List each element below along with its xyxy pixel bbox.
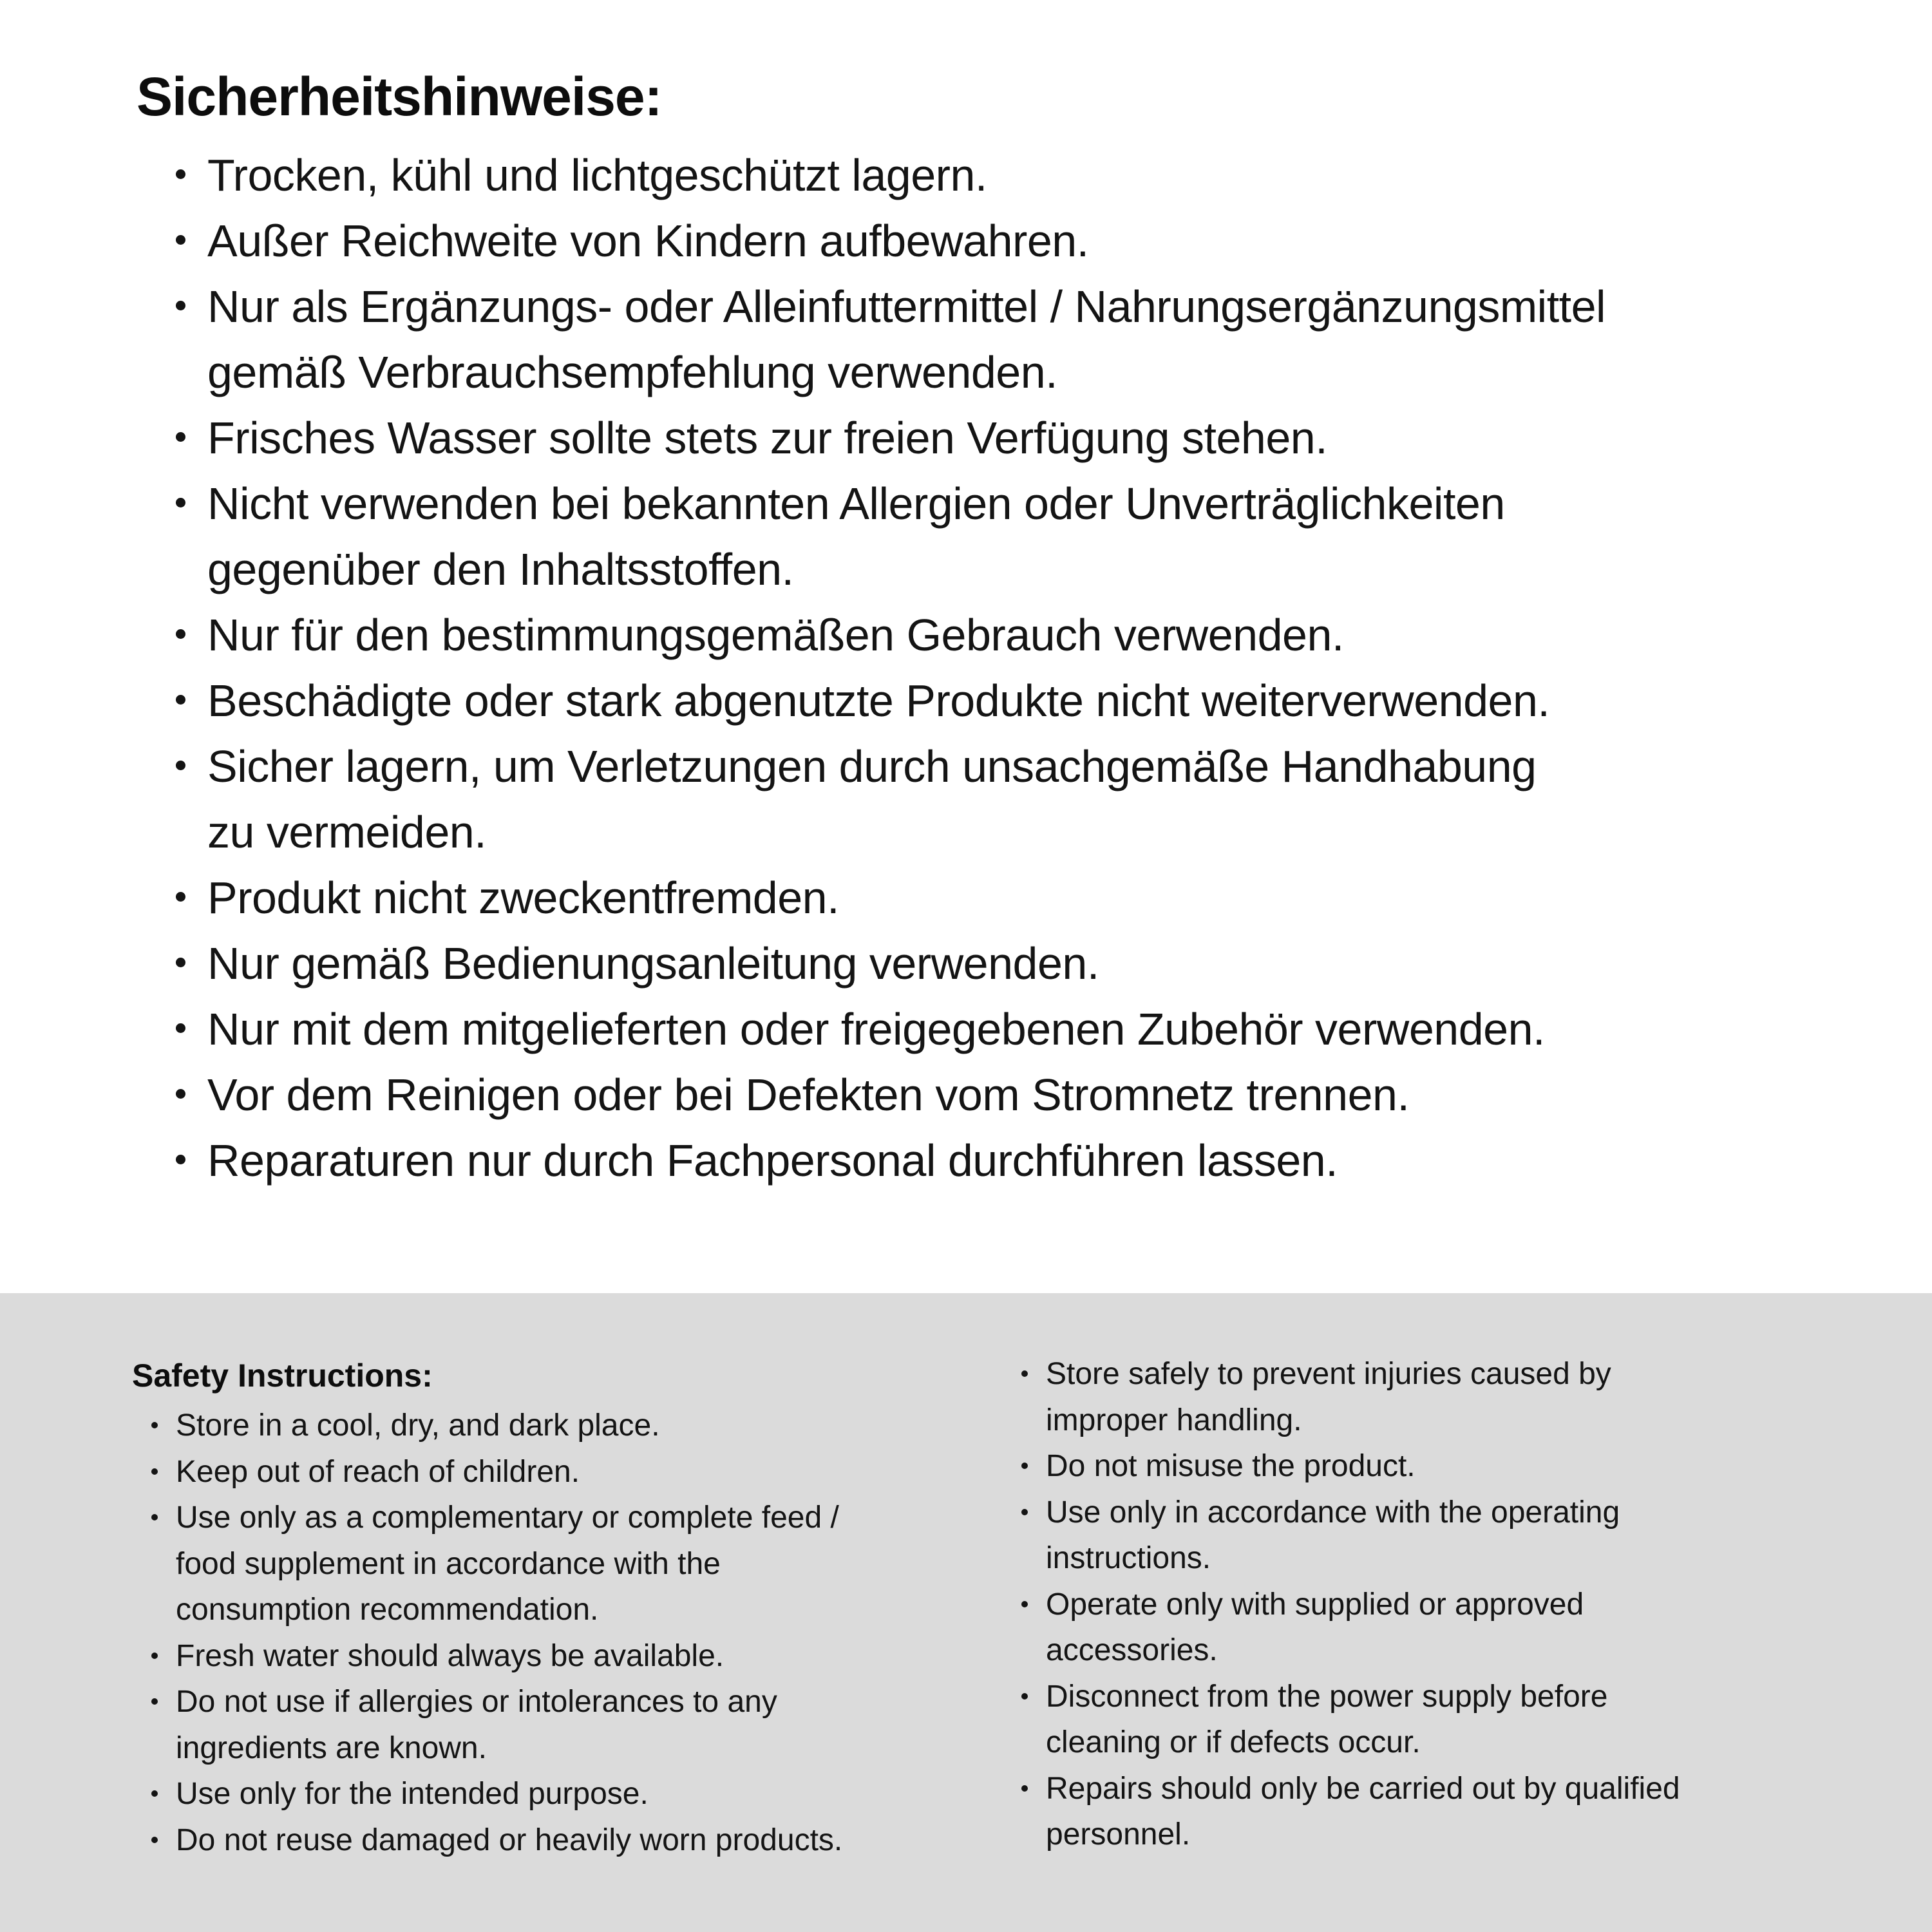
list-item	[1021, 1582, 1680, 1674]
list-item-line: Fresh water should always be available.	[176, 1638, 724, 1673]
bullet-icon	[1021, 1509, 1028, 1515]
list-item	[151, 1771, 1008, 1817]
list-item-text	[207, 996, 1545, 1062]
list-item-line: Vor dem Reinigen oder bei Defekten vom Stromnetz trennen.	[207, 1070, 1410, 1120]
list-item-text	[207, 142, 987, 208]
list-item-line: accessories.	[1046, 1633, 1218, 1667]
list-item-text	[176, 1495, 839, 1633]
list-item-text	[1046, 1443, 1416, 1490]
list-item-text	[207, 208, 1089, 274]
list-item-text	[1046, 1766, 1680, 1858]
list-item-line: zu vermeiden.	[207, 807, 487, 857]
bullet-icon	[1021, 1370, 1028, 1377]
list-item-line: Use only as a complementary or complete feed /	[176, 1501, 839, 1535]
list-item	[176, 1128, 1932, 1193]
list-item-line: Disconnect from the power supply before	[1046, 1679, 1608, 1714]
list-item	[1021, 1766, 1680, 1858]
list-item	[176, 996, 1932, 1062]
bullet-icon	[176, 301, 185, 310]
english-bullet-list-left	[151, 1403, 1008, 1863]
list-item	[1021, 1351, 1680, 1443]
list-item-text	[176, 1679, 777, 1771]
list-item-line: instructions.	[1046, 1541, 1211, 1575]
bullet-icon	[151, 1698, 158, 1705]
list-item	[176, 931, 1932, 996]
list-item	[176, 405, 1932, 471]
bullet-icon	[176, 235, 185, 245]
english-section	[0, 1293, 1932, 1932]
bullet-icon	[176, 629, 185, 639]
list-item-line: Nur gemäß Bedienungsanleitung verwenden.	[207, 938, 1099, 989]
list-item-line: Nur für den bestimmungsgemäßen Gebrauch verwenden.	[207, 610, 1344, 660]
list-item-line: Trocken, kühl und lichtgeschützt lagern.	[207, 150, 987, 200]
list-item-line: personnel.	[1046, 1817, 1191, 1852]
list-item-line: food supplement in accordance with the	[176, 1546, 721, 1581]
list-item-text	[176, 1771, 649, 1817]
list-item	[176, 602, 1932, 668]
list-item-line: ingredients are known.	[176, 1730, 487, 1765]
list-item-line: Sicher lagern, um Verletzungen durch unsachgemäße Handhabung	[207, 741, 1537, 791]
list-item-line: Do not reuse damaged or heavily worn products.	[176, 1823, 843, 1857]
list-item-line: Operate only with supplied or approved	[1046, 1587, 1584, 1622]
list-item-line: Nur als Ergänzungs- oder Alleinfuttermittel / Nahrungsergänzungsmittel	[207, 281, 1606, 332]
list-item-text	[176, 1633, 724, 1680]
list-item-text	[207, 1128, 1338, 1193]
list-item-text	[207, 405, 1327, 471]
list-item	[176, 668, 1932, 734]
list-item	[176, 865, 1932, 931]
list-item	[151, 1449, 1008, 1495]
list-item-line: Repairs should only be carried out by qualified	[1046, 1771, 1680, 1806]
list-item-text	[207, 602, 1344, 668]
bullet-icon	[176, 892, 185, 902]
list-item	[176, 142, 1932, 208]
bullet-icon	[176, 958, 185, 967]
list-item-line: Nicht verwenden bei bekannten Allergien oder Unverträglichkeiten	[207, 478, 1505, 529]
list-item-line: Beschädigte oder stark abgenutzte Produkte nicht weiterverwenden.	[207, 676, 1550, 726]
list-item	[176, 1062, 1932, 1128]
list-item-text	[1046, 1490, 1620, 1582]
list-item-line: Nur mit dem mitgelieferten oder freigegebenen Zubehör verwenden.	[207, 1004, 1545, 1054]
list-item-text	[207, 668, 1549, 734]
english-bullet-list-right	[1021, 1351, 1680, 1858]
german-heading: Sicherheitshinweise:	[137, 66, 662, 127]
bullet-icon	[151, 1422, 158, 1428]
bullet-icon	[1021, 1601, 1028, 1607]
list-item-line: gegenüber den Inhaltsstoffen.	[207, 544, 794, 594]
list-item-text	[207, 865, 839, 931]
english-heading: Safety Instructions:	[132, 1358, 433, 1394]
bullet-icon	[176, 432, 185, 442]
list-item-line: Produkt nicht zweckentfremden.	[207, 873, 840, 923]
bullet-icon	[176, 761, 185, 770]
list-item-text	[207, 931, 1099, 996]
bullet-icon	[176, 1023, 185, 1033]
list-item-line: Do not use if allergies or intolerances to any	[176, 1685, 777, 1719]
list-item	[176, 734, 1932, 865]
list-item-text	[1046, 1582, 1584, 1674]
list-item-text	[176, 1449, 580, 1495]
bullet-icon	[151, 1653, 158, 1659]
german-bullet-list	[176, 142, 1932, 1193]
list-item-line: Use only for the intended purpose.	[176, 1777, 649, 1811]
list-item	[1021, 1490, 1680, 1582]
list-item-text	[176, 1817, 842, 1864]
list-item-line: Do not misuse the product.	[1046, 1449, 1416, 1483]
list-item-text	[207, 274, 1605, 405]
list-item-line: Außer Reichweite von Kindern aufbewahren.	[207, 216, 1089, 266]
list-item-text	[207, 471, 1505, 602]
bullet-icon	[176, 695, 185, 705]
list-item	[176, 208, 1932, 274]
list-item-text	[207, 734, 1537, 865]
bullet-icon	[151, 1790, 158, 1797]
list-item-line: cleaning or if defects occur.	[1046, 1725, 1421, 1759]
list-item	[176, 471, 1932, 602]
list-item-line: Store safely to prevent injuries caused by	[1046, 1357, 1611, 1391]
list-item-line: improper handling.	[1046, 1403, 1302, 1437]
list-item	[151, 1817, 1008, 1864]
bullet-icon	[176, 1155, 185, 1164]
list-item-line: Keep out of reach of children.	[176, 1454, 580, 1489]
list-item	[151, 1633, 1008, 1680]
bullet-icon	[1021, 1463, 1028, 1469]
list-item-line: consumption recommendation.	[176, 1593, 599, 1627]
list-item	[151, 1679, 1008, 1771]
list-item-text	[207, 1062, 1409, 1128]
list-item-line: Reparaturen nur durch Fachpersonal durchführen lassen.	[207, 1135, 1338, 1186]
list-item-line: gemäß Verbrauchsempfehlung verwenden.	[207, 347, 1058, 397]
list-item-text	[1046, 1351, 1611, 1443]
list-item-line: Store in a cool, dry, and dark place.	[176, 1408, 660, 1443]
bullet-icon	[1021, 1693, 1028, 1700]
list-item	[151, 1495, 1008, 1633]
english-left-column	[132, 1356, 1008, 1863]
bullet-icon	[151, 1468, 158, 1475]
list-item-line: Frisches Wasser sollte stets zur freien Verfügung stehen.	[207, 413, 1328, 463]
list-item	[176, 274, 1932, 405]
bullet-icon	[1021, 1785, 1028, 1792]
list-item	[151, 1403, 1008, 1449]
bullet-icon	[151, 1514, 158, 1520]
bullet-icon	[176, 1089, 185, 1099]
list-item-text	[176, 1403, 660, 1449]
english-right-column	[1021, 1351, 1680, 1858]
bullet-icon	[176, 169, 185, 179]
list-item	[1021, 1443, 1680, 1490]
list-item-line: Use only in accordance with the operating	[1046, 1495, 1620, 1530]
bullet-icon	[176, 498, 185, 507]
bullet-icon	[151, 1837, 158, 1843]
list-item-text	[1046, 1674, 1607, 1766]
list-item	[1021, 1674, 1680, 1766]
